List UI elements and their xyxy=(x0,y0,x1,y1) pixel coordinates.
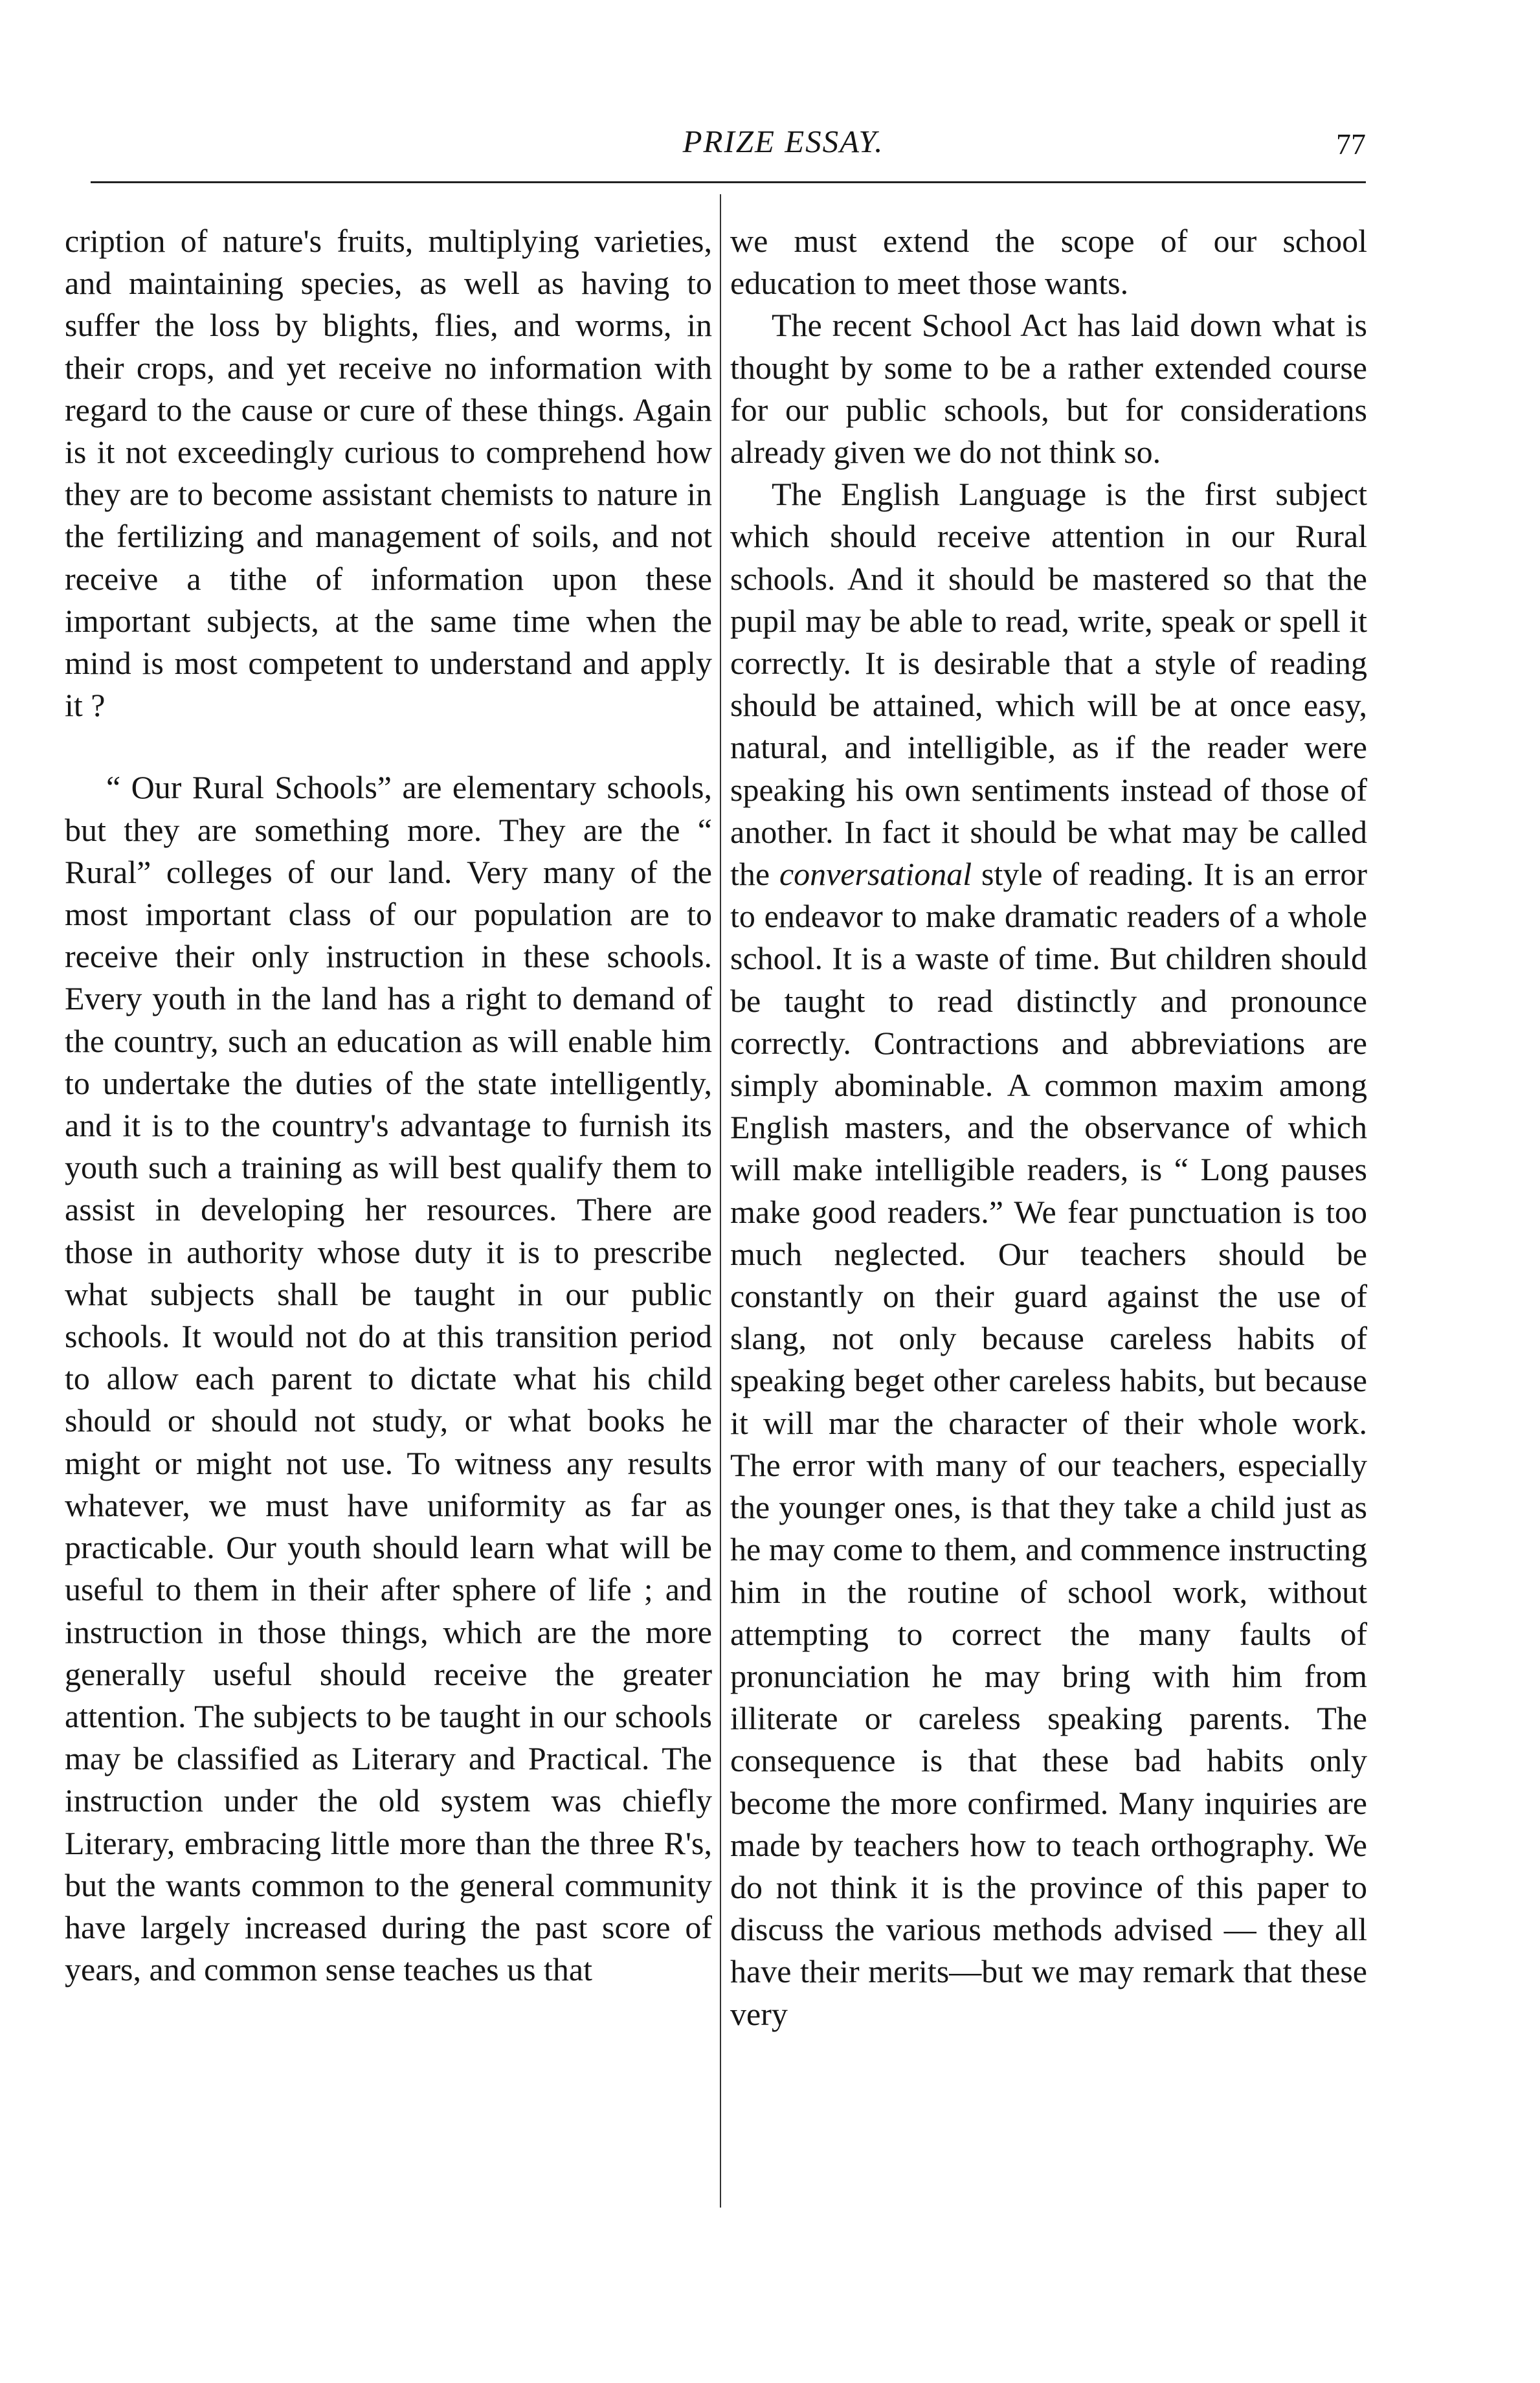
paragraph: The recent School Act has laid down what is thought by some to be a rather extended course for our public schools, but for considerations already given we do not think so. xyxy=(730,307,1367,471)
column-divider xyxy=(720,194,721,2208)
emphasized-term: conversational xyxy=(779,856,972,893)
paragraph: cription of nature's fruits, multiplying varieties, and maintaining species, as well as having to suffer the loss by blights, flies, and worms, in their crops, and yet receive no information with regard to the cause or cure of these things. Again is it not exceedingly curious to comprehend how they are to become assistant chemists to nature in the fertilizing and management of soils, and not receive a tithe of information upon these important subjects, at the same time when the mind is most competent to understand and apply it ? xyxy=(65,223,712,724)
paragraph xyxy=(730,473,1367,2035)
paragraph-text: The English Language is the first subject which should receive attention in our Rural schools. And it should be mastered so that the pupil may be able to read, write, speak or spell it correctly. It is desirable that a style of reading should be attained, which will be at once easy, natural, and intelligible, as if the reader were speaking his own sentiments instead of those of another. In fact it should be what may be called the xyxy=(730,476,1367,893)
left-column xyxy=(65,220,712,1991)
page-header xyxy=(78,123,1366,175)
paragraph-text: style of reading. It is an error to endeavor to make dramatic readers of a whole school. It is a waste of time. But children should be taught to read distinctly and pronounce correctly. Contractions and abbreviations are simply abominable. A common maxim among English masters, and the observance of which will make intelligible readers, is “ Long pauses make good readers.” We fear punctuation is too much neglected. Our teachers should be constantly on their guard against the use of slang, not only because careless habits of speaking beget other careless habits, but because it will mar the character of their whole work. The error with many of our teachers, especially the younger ones, is that they take a child just as he may come to them, and commence instructing him in the routine of school work, without attempting to correct the many faults of pronunciation he may bring with him from illiterate or careless speaking parents. The consequence is that these bad habits only become the more confirmed. Many inquiries are made by teachers how to teach orthography. We do not think it is the province of this paper to discuss the various methods advised — they all have their merits—but we may remark that these very xyxy=(730,856,1367,2032)
paragraph: we must extend the scope of our school education to meet those wants. xyxy=(730,223,1367,302)
right-column xyxy=(730,220,1367,2035)
page-number: 77 xyxy=(1336,128,1366,161)
header-rule xyxy=(91,181,1366,183)
running-title: PRIZE ESSAY. xyxy=(682,124,884,159)
paragraph: “ Our Rural Schools” are elementary schools, but they are something more. They are the “ Rural” colleges of our land. Very many of the most important class of our population are to receive their only instruction in these schools. Every youth in the land has a right to demand of the country, such an education as will enable him to undertake the duties of the state intelligently, and it is to the country's advantage to furnish its youth such a training as will best qualify them to assist in developing her resources. There are those in authority whose duty it is to prescribe what subjects shall be taught in our public schools. It would not do at this transition period to allow each parent to dictate what his child should or should not study, or what books he might or might not use. To witness any results whatever, we must have uniformity as far as practicable. Our youth should learn what will be useful to them in their after sphere of life ; and instruction in those things, which are the more generally useful should receive the greater attention. The subjects to be taught in our schools may be classified as Literary and Practical. The instruction under the old system was chiefly Literary, embracing little more than the three R's, but the wants common to the general community have largely increased during the past score of years, and common sense teaches us that xyxy=(65,769,712,1988)
